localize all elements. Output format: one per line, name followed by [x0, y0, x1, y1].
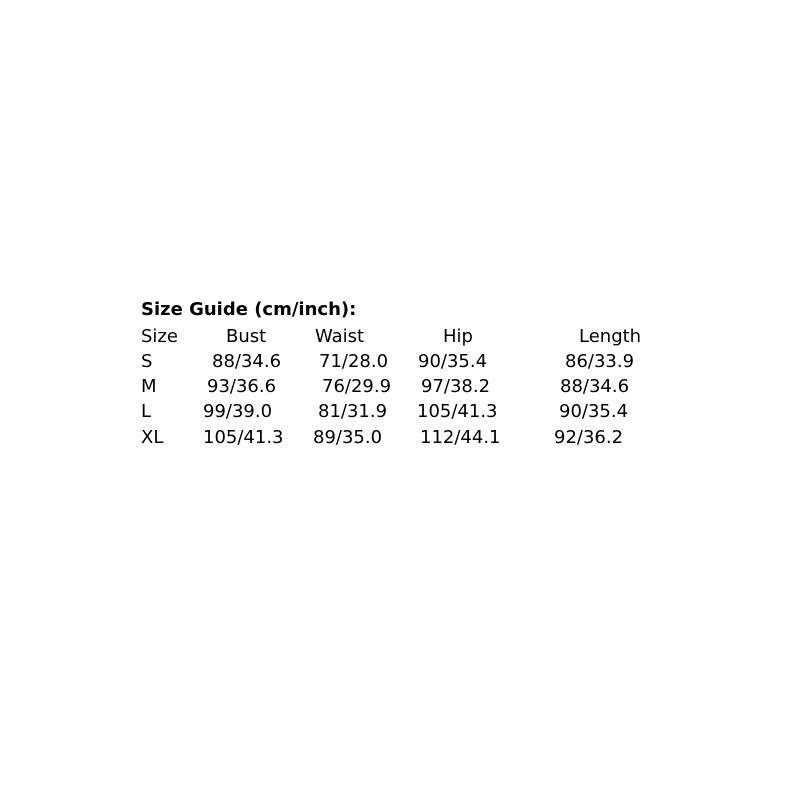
hip-cell: 90/35.4: [418, 351, 488, 372]
hip-cell: 97/38.2: [421, 376, 491, 397]
hip-cell: 105/41.3: [417, 401, 498, 422]
length-cell: 86/33.9: [565, 351, 635, 372]
column-header-waist: Waist: [315, 326, 365, 347]
waist-cell: 81/31.9: [318, 401, 388, 422]
waist-cell: 71/28.0: [319, 351, 389, 372]
column-header-hip: Hip: [443, 326, 473, 347]
waist-cell: 89/35.0: [313, 427, 383, 448]
bust-cell: 93/36.6: [207, 376, 277, 397]
size-cell: XL: [141, 427, 164, 448]
size-guide-title: Size Guide (cm/inch):: [141, 299, 357, 320]
column-header-length: Length: [579, 326, 642, 347]
hip-cell: 112/44.1: [420, 427, 501, 448]
length-cell: 90/35.4: [559, 401, 629, 422]
column-header-size: Size: [141, 326, 178, 347]
size-cell: M: [141, 376, 157, 397]
bust-cell: 99/39.0: [203, 401, 273, 422]
length-cell: 88/34.6: [560, 376, 630, 397]
size-cell: S: [141, 351, 153, 372]
length-cell: 92/36.2: [554, 427, 624, 448]
column-header-bust: Bust: [226, 326, 267, 347]
waist-cell: 76/29.9: [322, 376, 392, 397]
bust-cell: 88/34.6: [212, 351, 282, 372]
bust-cell: 105/41.3: [203, 427, 284, 448]
size-cell: L: [141, 401, 152, 422]
